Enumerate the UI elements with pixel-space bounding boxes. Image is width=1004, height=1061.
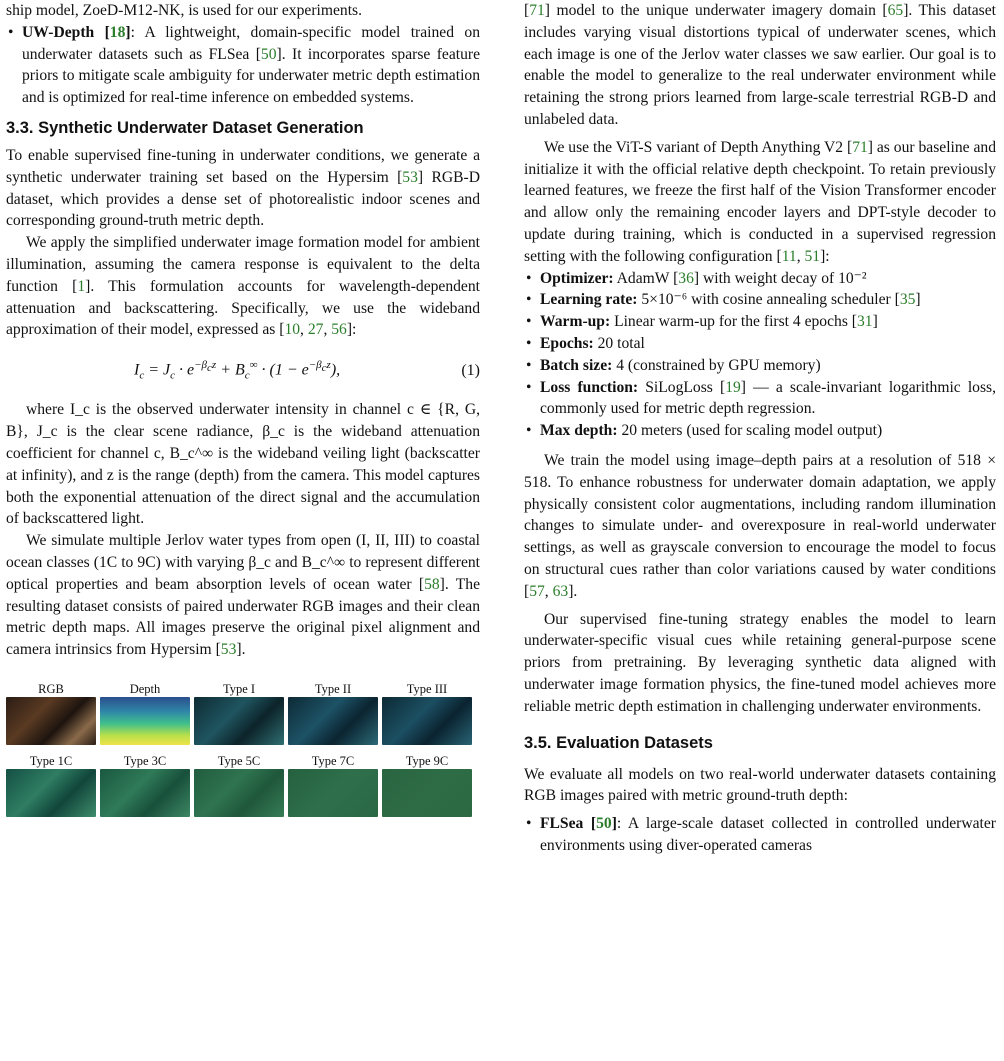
citation[interactable]: 71 bbox=[852, 138, 868, 156]
figure-cell bbox=[194, 681, 284, 745]
config-key: Loss function: bbox=[540, 378, 639, 396]
figure-label: Type 1C bbox=[29, 754, 73, 769]
figure-cell bbox=[194, 753, 284, 817]
paragraph: We train the model using image–depth pairs at a resolution of 518 × 518. To enhance robustness for underwater domain adaptation, we apply physically consistent color augmentations, including random illumination changes to simulate under- and overexposure in real-world underwater settings, as well as grayscale conversion to encourage the model to focus on structural cues rather than color variations caused by water conditions [57, 63]. bbox=[524, 451, 996, 600]
training-config-list bbox=[524, 268, 996, 442]
figure-cell bbox=[100, 681, 190, 745]
paragraph: ship model, ZoeD-M12-NK, is used for our experiments. bbox=[6, 2, 362, 19]
water-type-image bbox=[100, 769, 190, 817]
config-key: Max depth: bbox=[540, 422, 618, 440]
figure-label: RGB bbox=[38, 682, 64, 697]
citation[interactable]: 58 bbox=[424, 575, 440, 593]
citation[interactable]: 53 bbox=[220, 641, 237, 659]
citation[interactable]: 1 bbox=[77, 277, 86, 295]
citation[interactable]: 27 bbox=[307, 321, 324, 339]
config-item: • Epochs: 20 total bbox=[540, 333, 996, 355]
list-item: • FLSea [50]: A large-scale dataset collected in controlled underwater environments using diver-operated cameras bbox=[540, 813, 996, 857]
citation[interactable]: 31 bbox=[856, 313, 873, 331]
citation[interactable]: 50 bbox=[596, 815, 612, 833]
model-list bbox=[6, 22, 480, 109]
figure-cell bbox=[6, 681, 96, 745]
right-column bbox=[524, 0, 996, 857]
depth-image bbox=[100, 697, 190, 745]
section-heading: 3.5. Evaluation Datasets bbox=[524, 733, 713, 752]
water-type-image bbox=[194, 697, 284, 745]
config-item: • Batch size: 4 (constrained by GPU memory) bbox=[540, 355, 996, 377]
citation[interactable]: 36 bbox=[678, 269, 694, 287]
figure-label: Type II bbox=[314, 682, 352, 697]
figure-label: Type 5C bbox=[217, 754, 261, 769]
paragraph: where I_c is the observed underwater intensity in channel c ∈ {R, G, B}, J_c is the clear scene radiance, β_c is the wideband attenuation coefficient for channel c, B_c^∞ is the wideband veiling light (backscatter at infinity), and z is the range (depth) from the camera. This model captures both the exponential attenuation of the direct signal and the accumulation of backscattered light. bbox=[6, 401, 480, 528]
citation[interactable]: 11 bbox=[781, 247, 797, 265]
config-key: Learning rate: bbox=[540, 291, 638, 309]
citation[interactable]: 35 bbox=[899, 291, 916, 309]
citation[interactable]: 56 bbox=[331, 321, 347, 339]
figure-cell bbox=[382, 681, 472, 745]
paragraph: We apply the simplified underwater image formation model for ambient illumination, assuming the camera response is equivalent to the delta function [1]. This formulation accounts for wavelength-dependent attenuation and backscattering. Specifically, we use the wideband approximation of their model, expressed as [10, 27, 56]: bbox=[6, 234, 480, 339]
citation[interactable]: 50 bbox=[260, 45, 277, 63]
water-type-image bbox=[288, 697, 378, 745]
citation[interactable]: 57 bbox=[529, 582, 545, 600]
water-type-image bbox=[6, 769, 96, 817]
config-item: • Warm-up: Linear warm-up for the first 4 epochs [31] bbox=[540, 311, 996, 333]
water-type-image bbox=[382, 769, 472, 817]
water-type-image bbox=[382, 697, 472, 745]
figure-cell bbox=[288, 681, 378, 745]
left-column bbox=[6, 0, 480, 817]
equation-expression: $I_c = J_c \cdot e^{-\beta_cz} + B_c^\infty \cdot (1 - e^{-\beta_cz})$, bbox=[134, 359, 341, 382]
config-key: Epochs: bbox=[540, 334, 594, 352]
config-item: • Optimizer: AdamW [36] with weight decay of 10⁻² bbox=[540, 268, 996, 290]
paragraph: To enable supervised fine-tuning in underwater conditions, we generate a synthetic underwater training set based on the Hypersim [53] RGB-D dataset, which provides a dense set of photorealistic indoor scenes and corresponding ground-truth metric depth. bbox=[6, 146, 480, 230]
citation[interactable]: 65 bbox=[887, 2, 904, 19]
equation-number: (1) bbox=[461, 362, 480, 380]
citation[interactable]: 18 bbox=[109, 23, 126, 41]
config-item: • Max depth: 20 meters (used for scaling model output) bbox=[540, 420, 996, 442]
config-item: • Loss function: SiLogLoss [19] — a scale-invariant logarithmic loss, commonly used for metric depth regression. bbox=[540, 377, 996, 421]
water-type-figure bbox=[6, 681, 480, 817]
figure-cell bbox=[382, 753, 472, 817]
dataset-name: FLSea bbox=[540, 815, 584, 833]
paragraph: We simulate multiple Jerlov water types from open (I, II, III) to coastal ocean classes (1C to 9C) with varying β_c and B_c^∞ to represent different optical properties and beam absorption levels of ocean water [58]. The resulting dataset consists of paired underwater RGB images and their clean metric depth maps. All images preserve the original pixel alignment and camera intrinsics from Hypersim [53]. bbox=[6, 532, 480, 659]
water-type-image bbox=[288, 769, 378, 817]
citation[interactable]: 63 bbox=[552, 582, 569, 600]
citation[interactable]: 53 bbox=[402, 168, 418, 186]
config-key: Batch size: bbox=[540, 356, 613, 374]
section-heading: 3.3. Synthetic Underwater Dataset Generation bbox=[6, 118, 364, 137]
dataset-list bbox=[524, 813, 996, 857]
rgb-image bbox=[6, 697, 96, 745]
figure-label: Type 9C bbox=[405, 754, 449, 769]
paragraph: [71] model to the unique underwater imagery domain [65]. This dataset includes varying visual distortions typical of underwater scenes, which each image is one of the Jerlov water classes we saw earlier. Our goal is to enable the model to generalize to the real underwater environment while retaining the strong priors learned from large-scale terrestrial RGB-D and unlabeled data. bbox=[524, 2, 997, 128]
paragraph: We use the ViT-S variant of Depth Anything V2 [71] as our baseline and initialize it with the official relative depth checkpoint. To retain previously learned features, we freeze the first half of the Vision Transformer encoder and allow only the remaining encoder layers and DPT-style decoder to update during training, which is conducted in a supervised regression setting with the following configuration [11, 51]: bbox=[524, 138, 997, 265]
list-item: • UW-Depth [18]: A lightweight, domain-specific model trained on underwater datasets such as FLSea [50]. It incorporates sparse feature priors to mitigate scale ambiguity for underwater metric depth estimation and is optimized for real-time inference on embedded systems. bbox=[22, 22, 480, 109]
equation bbox=[6, 341, 480, 399]
citation[interactable]: 19 bbox=[725, 378, 741, 396]
paragraph: Our supervised fine-tuning strategy enables the model to learn underwater-specific visual cues while retaining general-purpose scene priors from pretraining. By leveraging synthetic data aligned with underwater image formation physics, the fine-tuned model achieves more reliable metric depth estimation in challenging underwater environments. bbox=[524, 610, 996, 715]
config-item: • Learning rate: 5×10⁻⁶ with cosine annealing scheduler [35] bbox=[540, 289, 996, 311]
citation[interactable]: 71 bbox=[529, 2, 545, 19]
figure-label: Depth bbox=[129, 682, 161, 697]
config-key: Optimizer: bbox=[540, 269, 614, 287]
model-name: UW-Depth bbox=[22, 23, 95, 41]
figure-cell bbox=[100, 753, 190, 817]
config-key: Warm-up: bbox=[540, 313, 611, 331]
citation[interactable]: 51 bbox=[804, 247, 821, 265]
figure-label: Type 3C bbox=[123, 754, 167, 769]
figure-cell bbox=[6, 753, 96, 817]
figure-label: Type III bbox=[406, 682, 448, 697]
paragraph: We evaluate all models on two real-world underwater datasets containing RGB images paired with metric ground-truth depth: bbox=[524, 765, 996, 805]
figure-label: Type I bbox=[222, 682, 256, 697]
water-type-image bbox=[194, 769, 284, 817]
figure-label: Type 7C bbox=[311, 754, 355, 769]
citation[interactable]: 10 bbox=[284, 321, 301, 339]
figure-cell bbox=[288, 753, 378, 817]
